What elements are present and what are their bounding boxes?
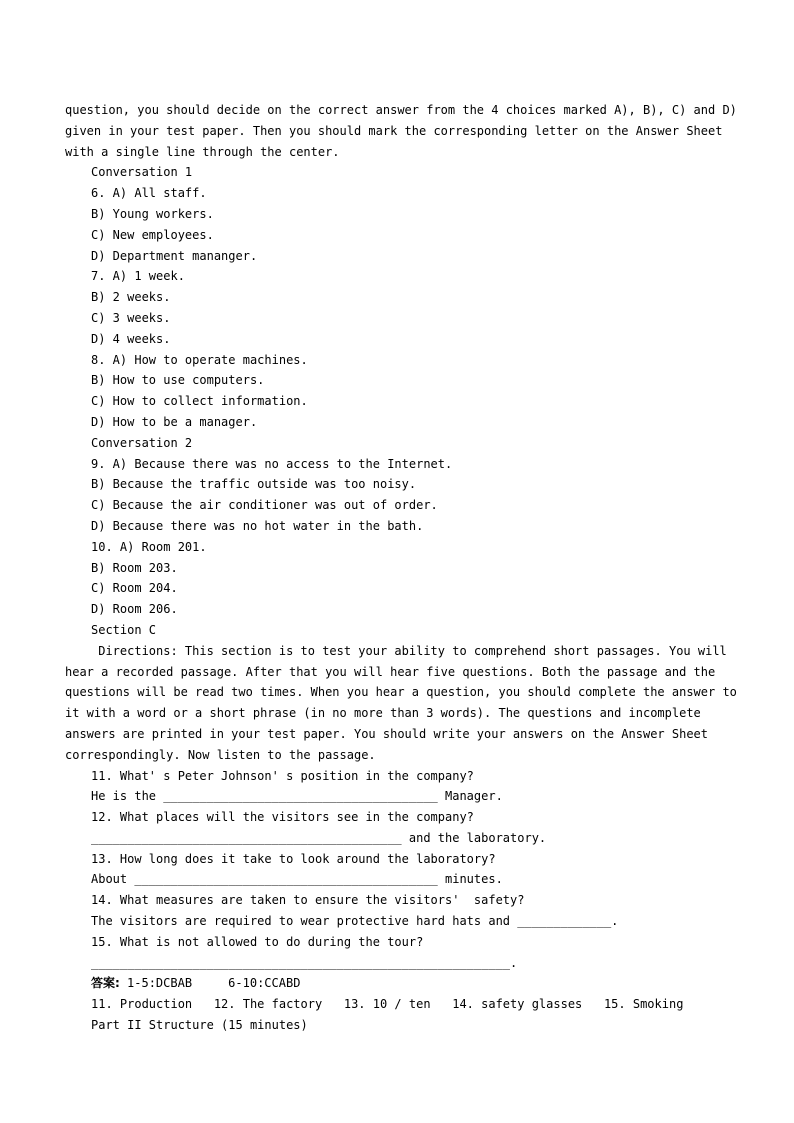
- option-line: D) Room 206.: [91, 602, 178, 617]
- option-line: 8. A) How to operate machines.: [91, 352, 308, 367]
- option-line: B) Because the traffic outside was too noisy.: [91, 477, 417, 492]
- option-line: C) Because the air conditioner was out of order.: [91, 498, 438, 513]
- option-line: C) New employees.: [91, 227, 214, 242]
- option-line: B) Room 203.: [91, 560, 178, 575]
- directions-line: hear a recorded passage. After that you will hear five questions. Both the passage and the: [65, 664, 716, 679]
- question-line: 12. What places will the visitors see in the company?: [91, 810, 474, 825]
- directions-line: correspondingly. Now listen to the passage.: [65, 747, 376, 762]
- option-line: D) Because there was no hot water in the bath.: [91, 518, 424, 533]
- option-line: C) How to collect information.: [91, 394, 308, 409]
- answer-blank-line: ___________________________________________ and the laboratory.: [91, 830, 547, 845]
- answer-blank-line: He is the ______________________________________ Manager.: [91, 789, 503, 804]
- option-line: 7. A) 1 week.: [91, 269, 185, 284]
- directions-line: questions will be read two times. When you hear a question, you should complete the answer to: [65, 685, 737, 700]
- directions-line: it with a word or a short phrase (in no more than 3 words). The questions and incomplete: [65, 706, 701, 721]
- option-line: C) Room 204.: [91, 581, 178, 596]
- question-line: 15. What is not allowed to do during the tour?: [91, 934, 424, 949]
- part-ii-heading: Part II Structure (15 minutes): [91, 1018, 308, 1033]
- directions-line: answers are printed in your test paper. You should write your answers on the Answer Sheet: [65, 726, 708, 741]
- paragraph-line: question, you should decide on the correct answer from the 4 choices marked A), B), C) and D): [65, 103, 737, 117]
- section-c-heading: Section C: [91, 622, 157, 637]
- option-line: B) How to use computers.: [91, 373, 265, 388]
- answer-blank-line: The visitors are required to wear protective hard hats and _____________.: [91, 914, 619, 929]
- conversation-1-heading: Conversation 1: [91, 165, 193, 180]
- question-line: 11. What' s Peter Johnson' s position in the company?: [91, 768, 474, 783]
- option-line: B) Young workers.: [91, 206, 214, 221]
- question-line: 13. How long does it take to look around the laboratory?: [91, 851, 496, 866]
- answers-line: 11. Production 12. The factory 13. 10 / ten 14. safety glasses 15. Smoking: [91, 997, 684, 1012]
- answer-key-values: 1-5:DCBAB 6-10:CCABD: [119, 976, 301, 991]
- answer-blank-line: About __________________________________________ minutes.: [91, 872, 503, 887]
- question-line: 14. What measures are taken to ensure the visitors' safety?: [91, 893, 525, 908]
- option-line: C) 3 weeks.: [91, 310, 171, 325]
- answer-key-line: [65, 973, 765, 994]
- option-line: D) Department mananger.: [91, 248, 258, 263]
- answer-key-label: 答案:: [91, 976, 120, 991]
- option-line: D) 4 weeks.: [91, 331, 171, 346]
- conversation-2-heading: Conversation 2: [91, 435, 193, 450]
- option-line: 6. A) All staff.: [91, 186, 207, 201]
- paragraph-line: given in your test paper. Then you should mark the corresponding letter on the Answer Sheet: [65, 123, 723, 138]
- option-line: D) How to be a manager.: [91, 414, 258, 429]
- answer-blank-line: __________________________________________________________.: [91, 955, 518, 970]
- paragraph-line: with a single line through the center.: [65, 144, 340, 159]
- directions-line: Directions: This section is to test your ability to comprehend short passages. You will: [91, 643, 727, 658]
- option-line: B) 2 weeks.: [91, 290, 171, 305]
- document-body: [65, 100, 765, 1036]
- option-line: 9. A) Because there was no access to the Internet.: [91, 456, 453, 471]
- option-line: 10. A) Room 201.: [91, 539, 207, 554]
